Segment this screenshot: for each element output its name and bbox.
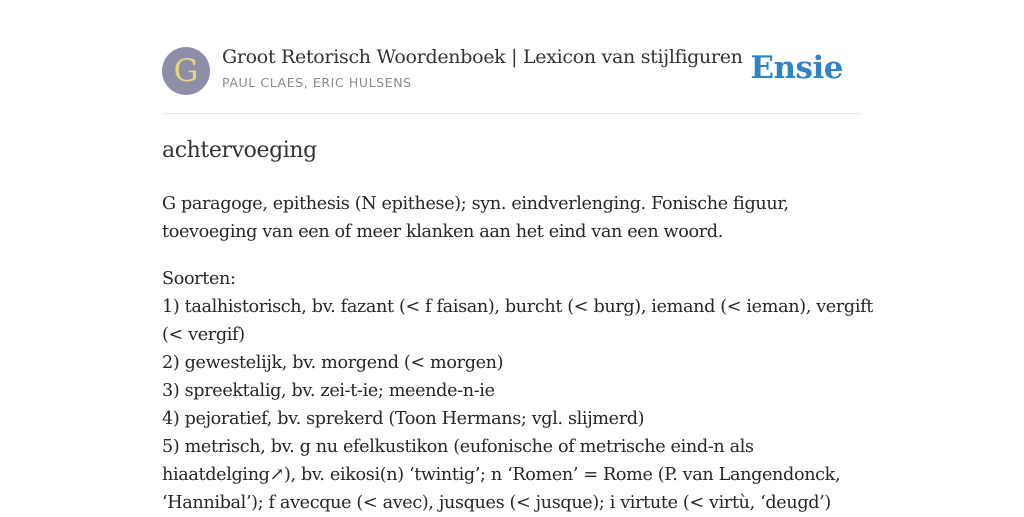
- entry-body: [162, 190, 873, 517]
- type-line: 5) metrisch, bv. g nu efelkustikon (eufonische of metrische eind-n als: [162, 437, 754, 457]
- type-line: ‘Hannibal’); f avecque (< avec), jusques (< jusque); i virtute (< virtù, ‘deugd’): [162, 493, 831, 513]
- entry-definition: G paragoge, epithesis (N epithese); syn. eindverlenging. Fonische figuur, toevoeging van een of meer klanken aan het eind van een woord.: [162, 194, 789, 242]
- entry-types: [162, 265, 873, 517]
- book-avatar[interactable]: G: [162, 47, 210, 95]
- type-line[interactable]: hiaatdelging↗), bv. eikosi(n) ‘twintig’; n ‘Romen’ = Rome (P. van Langendonck,: [162, 465, 841, 485]
- book-authors[interactable]: PAUL CLAES, ERIC HULSENS: [222, 75, 412, 90]
- type-line: 1) taalhistorisch, bv. fazant (< f faisan), burcht (< burg), iemand (< ieman), vergift: [162, 297, 873, 317]
- type-line: 4) pejoratief, bv. sprekerd (Toon Hermans; vgl. slijmerd): [162, 409, 645, 429]
- type-line: 3) spreektalig, bv. zei-t-ie; meende-n-ie: [162, 381, 495, 401]
- book-title-link[interactable]: Groot Retorisch Woordenboek | Lexicon van stijlfiguren: [222, 46, 743, 68]
- types-heading: Soorten:: [162, 269, 236, 289]
- header-divider: [162, 113, 862, 114]
- ensie-logo-link[interactable]: Ensie: [750, 50, 843, 86]
- book-header: [162, 46, 862, 96]
- type-line: (< vergif): [162, 325, 245, 345]
- entry-title: achtervoeging: [162, 138, 317, 163]
- type-line: 2) gewestelijk, bv. morgend (< morgen): [162, 353, 504, 373]
